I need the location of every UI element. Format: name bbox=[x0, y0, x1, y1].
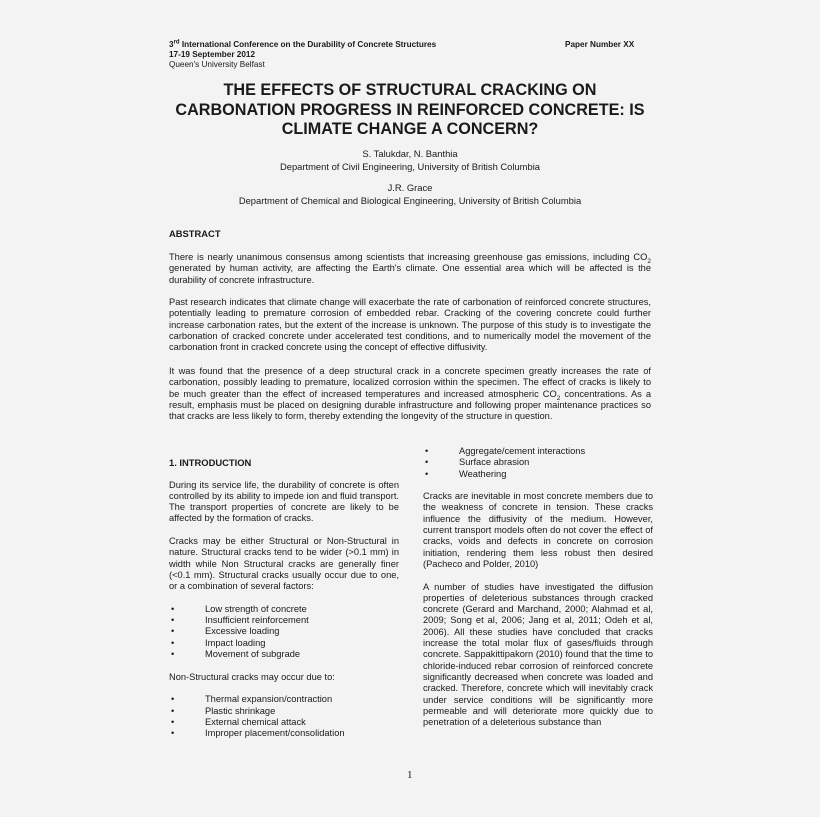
conference-venue: Queen's University Belfast bbox=[169, 60, 265, 69]
page-number: 1 bbox=[407, 769, 413, 781]
nonstructural-causes-list bbox=[169, 694, 399, 739]
list-item: • Improper placement/consolidation bbox=[171, 728, 345, 739]
intro-paragraph-2: Cracks may be either Structural or Non-Structural in nature. Structural cracks tend to be wider (>0.1 mm) in width while Non Structural cracks are generally finer (<0.1 mm). Structural cracks usually occur due to one, or a combination of several factors: bbox=[169, 536, 399, 592]
intro-paragraph-5: A number of studies have investigated the diffusion properties of deleterious substances through cracked concrete (Gerard and Marchand, 2000; Alahmad et al, 2009; Song et al, 2006; Jang et al, 2011; Odeh et al, 2006). All these studies have concluded that cracks increase the total molar flux of gases/fluids through concrete. Sappakittipakorn (2010) found that the time to chloride-induced rebar corrosion of reinforced concrete significantly decreased when concrete was loaded and cracked. Therefore, concrete which will inevitably crack under service conditions will be significantly more permeable and will deteriorate more quickly due to penetration of a deleterious substance than bbox=[423, 581, 653, 728]
list-item: • Impact loading bbox=[171, 637, 266, 648]
intro-paragraph-4: Cracks are inevitable in most concrete members due to the weakness of concrete in tension. These cracks influence the diffusivity of the medium. However, current transport models often do not cover the effect of cracks, voids and defects in concrete on corrosion initiation, rendering them less robust then desired (Pacheco and Polder, 2010) bbox=[423, 491, 653, 569]
author-names: J.R. Grace bbox=[387, 182, 433, 193]
left-column bbox=[169, 446, 399, 739]
conference-dates: 17-19 September 2012 bbox=[169, 50, 256, 59]
list-item: • Aggregate/cement interactions bbox=[425, 446, 586, 456]
conference-header bbox=[169, 40, 436, 70]
author-affiliation: Department of Chemical and Biological Engineering, University of British Columbia bbox=[238, 194, 582, 206]
paper-number: Paper Number XX bbox=[565, 40, 635, 49]
list-item: • Thermal expansion/contraction bbox=[171, 694, 333, 705]
list-item: • Excessive loading bbox=[171, 626, 280, 637]
list-item: • Surface abrasion bbox=[425, 457, 530, 468]
author-affiliation: Department of Civil Engineering, University of British Columbia bbox=[279, 160, 540, 172]
conference-title: 3rd International Conference on the Durability of Concrete Structures bbox=[169, 39, 437, 49]
intro-paragraph-1: During its service life, the durability of concrete is often controlled by its ability to impede ion and fluid transport. The transport properties of concrete are likely to be affected by the formation of cracks. bbox=[169, 479, 399, 524]
list-item: • Plastic shrinkage bbox=[171, 705, 276, 716]
abstract-heading: ABSTRACT bbox=[169, 228, 221, 239]
list-item: • Low strength of concrete bbox=[171, 603, 307, 614]
structural-causes-list bbox=[169, 604, 399, 660]
section-heading: 1. INTRODUCTION bbox=[169, 457, 252, 468]
list-item: • Insufficient reinforcement bbox=[171, 615, 309, 626]
abstract-paragraph-3: It was found that the presence of a deep structural crack in a concrete specimen greatly increases the rate of carbonation, possibly leading to premature, localized corrosion within the specimen. The effect of cracks is likely to be much greater than the effect of increased temperatures and increased atmospheric $CO_2$ concentrations. As a result, emphasis must be placed on designing durable infrastructure and following proper maintenance practices so that cracks are less likely to form, thereby extending the longevity of the structure in question. bbox=[169, 366, 652, 422]
right-column bbox=[423, 446, 653, 728]
list-item: • External chemical attack bbox=[171, 716, 306, 727]
list-item: • Movement of subgrade bbox=[171, 649, 301, 660]
author-names: S. Talukdar, N. Banthia bbox=[362, 148, 458, 159]
author-block-2 bbox=[150, 182, 670, 207]
paper-title: THE EFFECTS OF STRUCTURAL CRACKING ON CARBONATION PROGRESS IN REINFORCED CONCRETE: IS CLIMATE CHANGE A CONCERN? bbox=[175, 81, 645, 138]
list-item: • Weathering bbox=[425, 468, 507, 479]
author-block-1 bbox=[150, 148, 670, 173]
abstract-paragraph-2: Past research indicates that climate change will exacerbate the rate of carbonation of reinforced concrete structures, potentially leading to premature corrosion of embedded rebar. Cracking of the covering concrete could further increase carbonation rates, but the extent of the increase is unknown. The purpose of this study is to investigate the carbonation of cracked concrete under accelerated test conditions, and to numerically model the movement of the carbonation front in cracked concrete using the concept of effective diffusivity. bbox=[169, 297, 651, 353]
intro-paragraph-3: Non-Structural cracks may occur due to: bbox=[169, 671, 335, 682]
abstract-paragraph-1: There is nearly unanimous consensus among scientists that increasing greenhouse gas emissions, including $CO_2$ generated by human activity, are affecting the Earth's climate. One essential area which will be affected is the durability of concrete infrastructure. bbox=[169, 252, 651, 285]
nonstructural-causes-list-continued bbox=[423, 446, 653, 480]
